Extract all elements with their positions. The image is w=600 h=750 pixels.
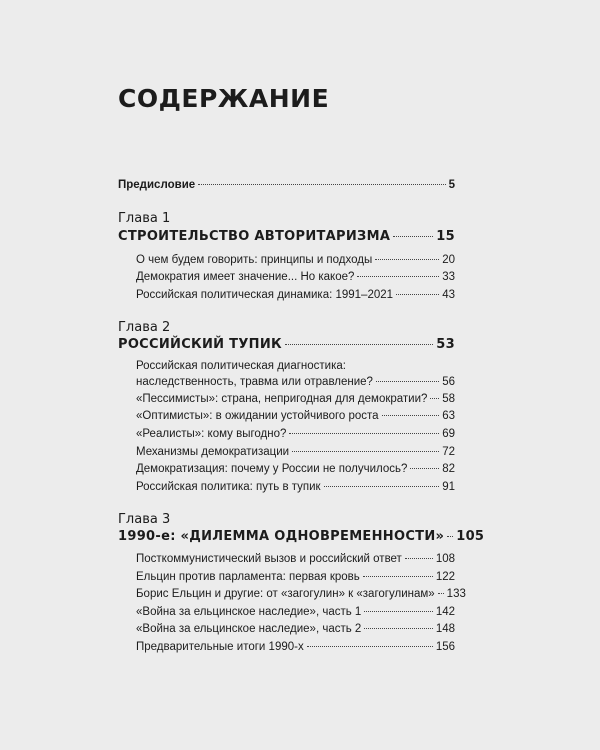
toc-entry-page: 108 — [435, 553, 455, 565]
toc-entry-title: Российская политическая динамика: 1991–2021 — [136, 289, 394, 301]
toc-entry — [136, 375, 455, 389]
dot-leader — [364, 611, 432, 612]
dot-leader — [307, 646, 433, 647]
chapter-title: СТРОИТЕЛЬСТВО АВТОРИТАРИЗМА — [118, 229, 391, 244]
toc-entry-title: «Пессимисты»: страна, непригодная для демократии? — [136, 393, 428, 405]
toc-entry — [136, 427, 455, 441]
toc-entry-page: 56 — [442, 376, 455, 388]
toc-entry — [136, 570, 455, 584]
dot-leader — [357, 276, 439, 277]
chapter-heading — [118, 338, 455, 352]
toc-entry-title: Борис Ельцин и другие: от «загогулин» к «загогулинам» — [136, 588, 435, 600]
dot-leader — [324, 486, 440, 487]
toc-entry-title: «Реалисты»: кому выгодно? — [136, 428, 287, 440]
toc-entry-page: 69 — [442, 428, 455, 440]
toc-entry — [136, 409, 455, 423]
toc-entry-title: О чем будем говорить: принципы и подходы — [136, 254, 373, 266]
toc-entry-title: Посткоммунистический вызов и российский ответ — [136, 553, 402, 565]
dot-leader — [430, 398, 439, 399]
dot-leader — [292, 451, 439, 452]
toc-entry-title: Демократизация: почему у России не получилось? — [136, 463, 408, 475]
toc-entry-page: 33 — [442, 271, 455, 283]
toc-entry — [136, 640, 455, 654]
toc-entry-preface — [118, 178, 455, 192]
toc-entry — [136, 253, 455, 267]
dot-leader — [375, 259, 439, 260]
toc-entry-title: Предисловие — [118, 179, 196, 191]
dot-leader — [289, 433, 439, 434]
chapter-label: Глава 1 — [118, 211, 171, 226]
toc-entry — [136, 605, 455, 619]
dot-leader — [438, 593, 444, 594]
dot-leader — [447, 536, 453, 537]
dot-leader — [382, 415, 440, 416]
chapter-page: 105 — [456, 529, 485, 544]
dot-leader — [410, 468, 439, 469]
dot-leader — [405, 558, 433, 559]
toc-entry-page: 72 — [442, 446, 455, 458]
toc-entry-title: Предварительные итоги 1990-х — [136, 641, 304, 653]
toc-entry-title: «Война за ельцинское наследие», часть 2 — [136, 623, 362, 635]
toc-entry-title: «Война за ельцинское наследие», часть 1 — [136, 606, 362, 618]
toc-entry-page: 91 — [442, 481, 455, 493]
page-title: СОДЕРЖАНИЕ — [118, 84, 330, 113]
toc-entry-page: 133 — [446, 588, 466, 600]
toc-entry-title: наследственность, травма или отравление? — [136, 376, 373, 388]
toc-entry-page: 63 — [442, 410, 455, 422]
toc-entry — [136, 552, 455, 566]
dot-leader — [363, 576, 433, 577]
toc-entry-title: Демократия имеет значение... Но какое? — [136, 271, 355, 283]
toc-entry — [136, 445, 455, 459]
chapter-heading — [118, 230, 455, 244]
dot-leader — [376, 381, 439, 382]
dot-leader — [285, 344, 433, 345]
toc-entry — [136, 392, 455, 406]
chapter-label: Глава 2 — [118, 320, 171, 335]
chapter-heading — [118, 529, 485, 544]
chapter-label: Глава 3 — [118, 512, 171, 527]
toc-entry-title: Ельцин против парламента: первая кровь — [136, 571, 360, 583]
toc-entry-page: 58 — [442, 393, 455, 405]
toc-entry-page: 43 — [442, 289, 455, 301]
dot-leader — [364, 628, 432, 629]
toc-entry — [136, 587, 466, 601]
dot-leader — [393, 236, 433, 237]
toc-entry-title: Российская политика: путь в тупик — [136, 481, 321, 493]
toc-entry — [136, 462, 455, 476]
dot-leader — [396, 294, 439, 295]
chapter-page: 15 — [436, 229, 455, 244]
dot-leader — [198, 184, 445, 185]
toc-entry-title: Механизмы демократизации — [136, 446, 290, 458]
toc-entry — [136, 622, 455, 636]
toc-entry — [136, 288, 455, 302]
toc-entry — [136, 480, 455, 494]
toc-entry-page: 82 — [442, 463, 455, 475]
toc-entry — [136, 270, 455, 284]
chapter-page: 53 — [436, 337, 455, 352]
chapter-title: 1990-е: «ДИЛЕММА ОДНОВРЕМЕННОСТИ» — [118, 529, 445, 544]
toc-entry-page: 148 — [435, 623, 455, 635]
toc-entry-line1: Российская политическая диагностика: — [136, 360, 346, 372]
chapter-title: РОССИЙСКИЙ ТУПИК — [118, 337, 282, 352]
toc-entry-page: 156 — [435, 641, 455, 653]
toc-entry-page: 20 — [442, 254, 455, 266]
toc-entry-title: «Оптимисты»: в ожидании устойчивого роста — [136, 410, 379, 422]
toc-entry-page: 142 — [435, 606, 455, 618]
toc-entry-page: 122 — [435, 571, 455, 583]
toc-entry-page: 5 — [448, 179, 455, 191]
